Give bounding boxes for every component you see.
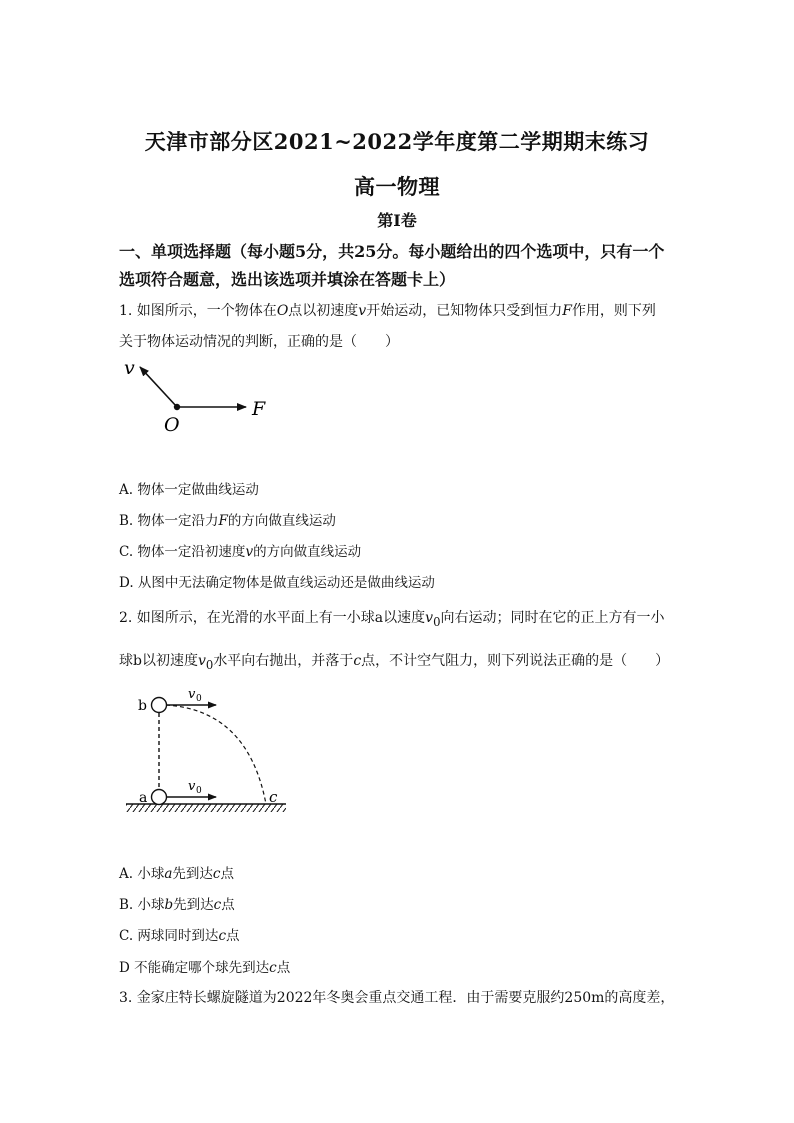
q1-option-a: A. 物体一定做曲线运动 xyxy=(119,482,259,498)
q2-option-b: B. 小球b先到达c点 xyxy=(119,897,235,913)
q2-option-c: C. 两球同时到达c点 xyxy=(119,928,240,944)
q1-option-c: C. 物体一定沿初速度v的方向做直线运动 xyxy=(119,544,362,560)
label-v: v xyxy=(124,357,135,379)
label-f: F xyxy=(252,398,266,420)
label-o: O xyxy=(164,414,180,436)
volume-label: 第Ⅰ卷 xyxy=(377,211,417,230)
subject-title: 高一物理 xyxy=(354,174,440,199)
label-v0-top-sub: 0 xyxy=(196,694,202,704)
q2-option-a: A. 小球a先到达c点 xyxy=(119,866,234,882)
q1-stem-line2: 关于物体运动情况的判断，正确的是（ ） xyxy=(119,334,399,350)
ball-b xyxy=(152,698,167,713)
trajectory-curve xyxy=(166,705,266,804)
q2-stem-line2: 球b以初速度$v_0$水平向右抛出，并落于c点，不计空气阻力，则下列说法正确的是（ ） xyxy=(119,653,670,672)
ground-hatch xyxy=(126,804,286,812)
label-b: b xyxy=(138,698,147,714)
label-c: c xyxy=(269,788,278,806)
label-v0-bottom-sub: 0 xyxy=(196,786,202,796)
label-v0-top: v xyxy=(188,687,196,702)
section-instruction-line2: 选项符合题意，选出该选项并填涂在答题卡上） xyxy=(119,270,456,289)
point-o xyxy=(174,404,180,410)
q2-option-d: D 不能确定哪个球先到达c点 xyxy=(119,960,291,976)
q1-stem-line1: 1. 如图所示，一个物体在O点以初速度v开始运动，已知物体只受到恒力F作用，则下列 xyxy=(119,303,656,319)
q1-option-d: D. 从图中无法确定物体是做直线运动还是做曲线运动 xyxy=(119,575,435,591)
document-title: 天津市部分区2021~2022学年度第二学期期末练习 xyxy=(144,129,650,154)
q1-option-b: B. 物体一定沿力F的方向做直线运动 xyxy=(119,513,336,529)
q1-figure xyxy=(118,355,288,440)
label-a: a xyxy=(139,790,148,806)
ball-a xyxy=(152,790,167,805)
velocity-arrow xyxy=(140,367,177,407)
q2-stem-line1: 2. 如图所示，在光滑的水平面上有一小球a以速度$v_0$向右运动；同时在它的正上方有一小 xyxy=(119,610,665,629)
section-instruction-line1: 一、单项选择题（每小题5分，共25分。每小题给出的四个选项中，只有一个 xyxy=(119,242,665,261)
label-v0-bottom: v xyxy=(188,779,196,794)
q2-figure xyxy=(118,680,298,820)
q3-stem-line1: 3. 金家庄特长螺旋隧道为2022年冬奥会重点交通工程．由于需要克服约250m的高度差， xyxy=(119,990,675,1006)
